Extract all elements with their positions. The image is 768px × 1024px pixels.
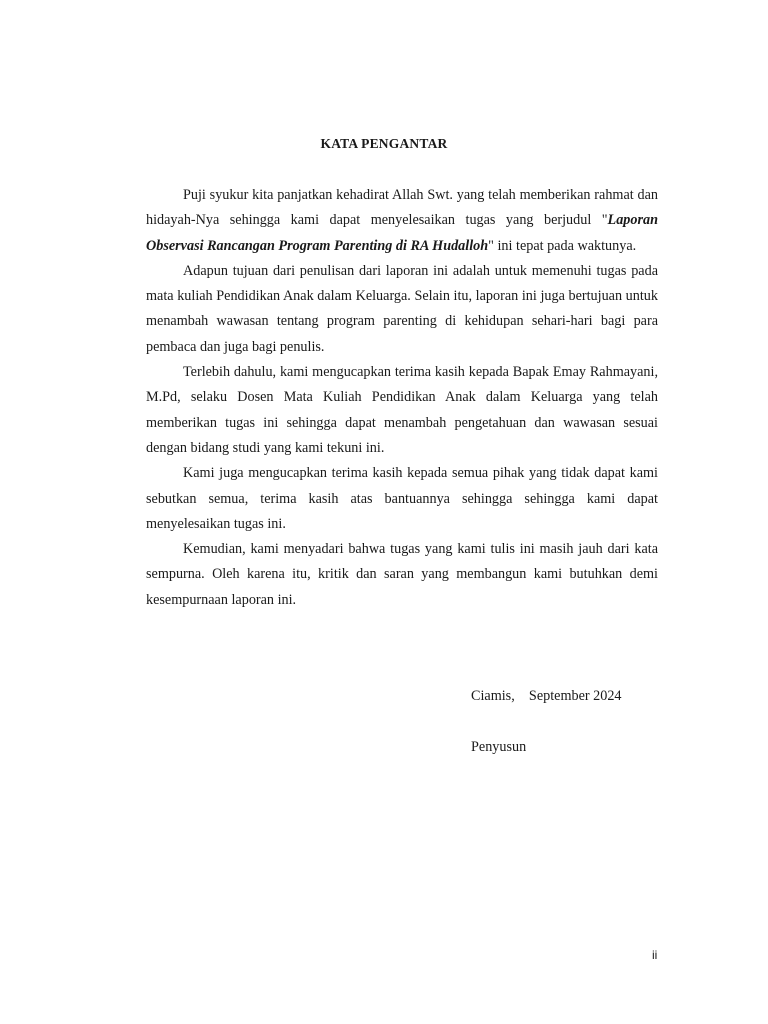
paragraph-5: Kemudian, kami menyadari bahwa tugas yang kami tulis ini masih jauh dari kata sempurna. Oleh karena itu, kritik dan saran yang membangun kami butuhkan demi kesempurnaan laporan ini. <box>146 541 658 608</box>
report-title-emphasis: Laporan Observasi Rancangan Program Parenting di RA Hudalloh <box>146 212 658 254</box>
paragraph-3: Terlebih dahulu, kami mengucapkan terima kasih kepada Bapak Emay Rahmayani, M.Pd, selaku Dosen Mata Kuliah Pendidikan Anak dalam Keluarga yang telah memberikan tugas ini sehingga dapat menambah pengetahuan dan wawasan sesuai dengan bidang studi yang kami tekuni ini. <box>146 364 658 456</box>
paragraph-1-text-start: Puji syukur kita panjatkan kehadirat Allah Swt. yang telah memberikan rahmat dan hidayah-Nya sehingga kami dapat menyelesaikan tugas yang berjudul " <box>146 187 658 229</box>
paragraph-1-text-end: " ini tepat pada waktunya. <box>488 237 637 254</box>
paragraph-2: Adapun tujuan dari penulisan dari laporan ini adalah untuk memenuhi tugas pada mata kuliah Pendidikan Anak dalam Keluarga. Selain itu, laporan ini juga bertujuan untuk menambah wawasan tentang program parenting di kehidupan sehari-hari bagi para pembaca dan juga bagi penulis. <box>146 262 658 355</box>
paragraph-1 <box>146 183 658 259</box>
page-title: KATA PENGANTAR <box>320 136 448 151</box>
body-text <box>146 183 658 613</box>
page-number: ii <box>652 948 658 962</box>
place-date: Ciamis, September 2024 <box>471 688 622 704</box>
paragraph-4: Kami juga mengucapkan terima kasih kepada semua pihak yang tidak dapat kami sebutkan semua, terima kasih atas bantuannya sehingga sehingga kami dapat menyelesaikan tugas ini. <box>146 465 658 532</box>
signer-label: Penyusun <box>471 739 527 755</box>
